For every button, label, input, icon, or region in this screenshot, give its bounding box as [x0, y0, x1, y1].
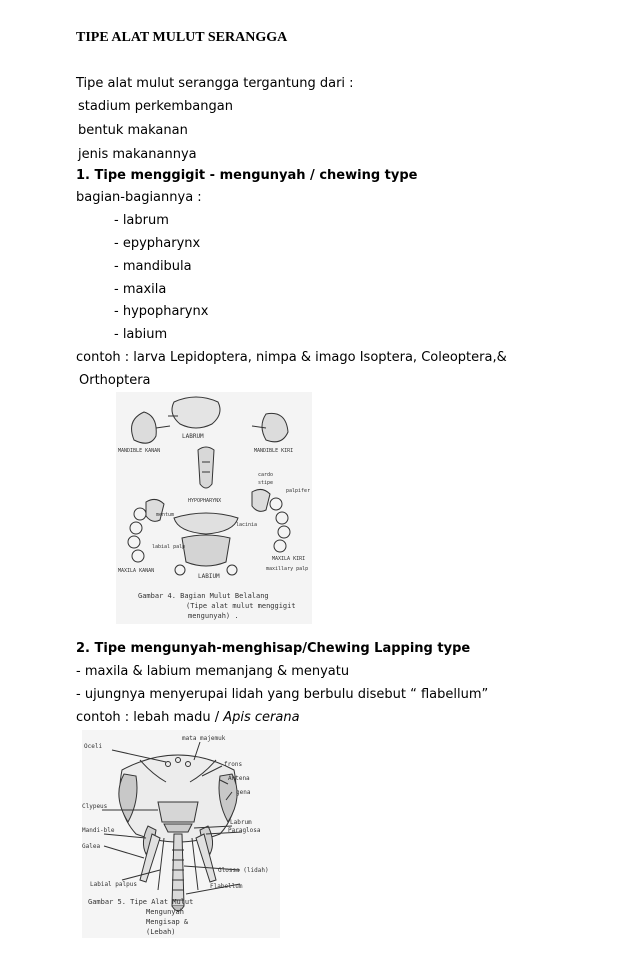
- figure5-caption-line: Mengisap &: [146, 918, 189, 926]
- section1-example-line2: Orthoptera: [79, 373, 151, 388]
- label-paraglossa: Paraglosa: [228, 827, 261, 834]
- label-maxila-left: MAXILA KIRI: [272, 556, 306, 562]
- part-item: - labium: [114, 327, 168, 342]
- label-lacinia: lacinia: [236, 522, 258, 528]
- section2-example: [76, 710, 300, 725]
- figure4-caption-line: Gambar 4. Bagian Mulut Belalang: [138, 592, 269, 600]
- section2-line: - maxila & labium memanjang & menyatu: [76, 664, 350, 679]
- label-clypeus: Clypeus: [82, 803, 108, 810]
- label-labrum: Labrum: [230, 819, 252, 826]
- label-stipe: stipe: [258, 480, 274, 486]
- label-gena: gena: [236, 789, 251, 796]
- section1-parts-label: bagian-bagiannya :: [76, 190, 202, 205]
- part-item: - epypharynx: [114, 236, 201, 251]
- label-palpifer: palpifer: [286, 488, 311, 494]
- label-labial-palpus: Labial palpus: [90, 881, 137, 888]
- intro-item: stadium perkembangan: [78, 99, 233, 114]
- label-frons: frons: [224, 761, 243, 768]
- label-hypopharynx: HYPOPHARYNX: [188, 498, 222, 504]
- label-antena: Antena: [228, 775, 250, 782]
- figure-chewing-mouthparts: [116, 392, 312, 624]
- part-item: - maxila: [114, 282, 167, 297]
- label-mentum: mentum: [156, 512, 175, 518]
- section1-heading: 1. Tipe menggigit - mengunyah / chewing type: [76, 168, 418, 183]
- label-labium: LABIUM: [198, 573, 220, 580]
- label-maxila-right: MAXILA KANAN: [118, 568, 155, 574]
- figure5-caption-line: Mengunyah: [146, 908, 184, 916]
- label-mata-majemuk: mata majemuk: [182, 735, 226, 742]
- figure5-caption-line: (Lebah): [146, 928, 176, 936]
- figure4-caption-line: (Tipe alat mulut menggigit: [186, 602, 296, 610]
- label-mandible: Mandi-ble: [82, 827, 115, 834]
- label-glossa: Glossa (lidah): [218, 867, 269, 874]
- label-maxillary-palp: maxillary palp: [266, 566, 309, 572]
- label-cardo: cardo: [258, 472, 274, 478]
- section2-example-species: Apis cerana: [223, 710, 300, 725]
- label-flabellum: Flabellum: [210, 883, 243, 890]
- label-mandible-right: MANDIBLE KANAN: [118, 448, 161, 454]
- intro-lead: Tipe alat mulut serangga tergantung dari :: [76, 76, 354, 91]
- label-mandible-left: MANDIBLE KIRI: [254, 448, 294, 454]
- figure-bee-mouthparts: [82, 730, 280, 938]
- part-item: - mandibula: [114, 259, 192, 274]
- section2-example-prefix: contoh : lebah madu /: [76, 710, 220, 725]
- section2-heading: 2. Tipe mengunyah-menghisap/Chewing Lapping type: [76, 641, 471, 656]
- section2-line: - ujungnya menyerupai lidah yang berbulu disebut “ flabellum”: [76, 687, 489, 702]
- intro-item: bentuk makanan: [78, 123, 188, 138]
- figure4-caption-line: mengunyah) .: [188, 612, 239, 620]
- label-labial-palp: labial palp: [152, 544, 186, 550]
- label-labrum: LABRUM: [182, 433, 204, 440]
- page-title: TIPE ALAT MULUT SERANGGA: [76, 30, 288, 45]
- label-galea: Galea: [82, 843, 101, 850]
- part-item: - hypopharynx: [114, 304, 209, 319]
- figure5-caption-line: Gambar 5. Tipe Alat Mulut: [88, 898, 194, 906]
- part-item: - labrum: [114, 213, 169, 228]
- label-ocelli: Oceli: [84, 743, 103, 750]
- intro-item: jenis makanannya: [78, 147, 197, 162]
- section1-example-line1: contoh : larva Lepidoptera, nimpa & imago Isoptera, Coleoptera,&: [76, 350, 507, 365]
